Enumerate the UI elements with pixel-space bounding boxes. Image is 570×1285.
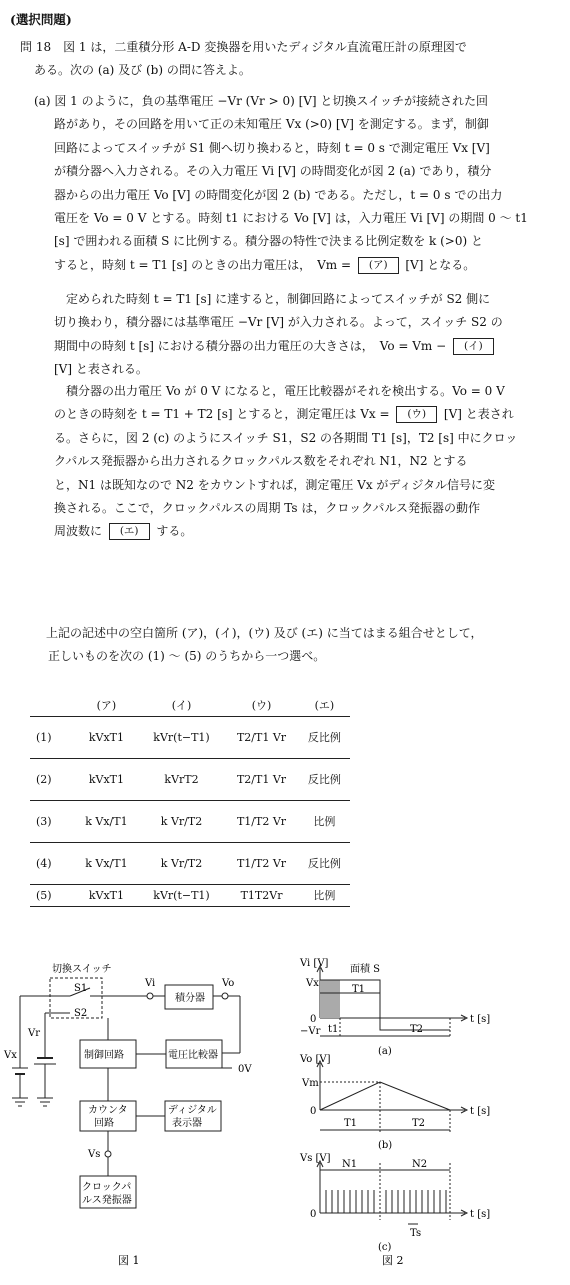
fig2c-caption: (c) — [378, 1242, 392, 1253]
fig2c-n2: N2 — [412, 1159, 428, 1170]
figure-1-circuit — [0, 958, 290, 1278]
vi-label: Vi — [145, 978, 156, 989]
cell-i: k Vr/T2 — [139, 842, 224, 884]
area-label: 面積 S — [350, 964, 381, 975]
cell-e: 比例 — [299, 884, 350, 906]
fig2a-T1: T1 — [352, 984, 366, 995]
text-line: 上記の記述中の空白箇所 (ア)，(イ)，(ウ) 及び (エ) に当てはまる組合せとして， — [34, 626, 483, 640]
cell-i: k Vr/T2 — [139, 800, 224, 842]
figure-2-waveforms — [290, 958, 565, 1278]
fig2b-caption: (b) — [378, 1140, 393, 1151]
clock-label-2: ルス発振器 — [82, 1195, 132, 1206]
text-line: [V] と表される。 — [54, 362, 148, 377]
fig2c-ts: Ts — [410, 1228, 422, 1239]
option-number: (2) — [30, 758, 74, 800]
fig2b-taxis: t [s] — [470, 1106, 491, 1117]
section-title: (選択問題) — [10, 12, 72, 27]
blank-i-box: (イ) — [453, 338, 494, 355]
question-heading — [20, 36, 555, 82]
clock-pulse-train — [326, 1190, 446, 1213]
fig2b-zero: 0 — [310, 1106, 317, 1117]
fig2c-taxis: t [s] — [470, 1209, 491, 1220]
blank-e-box: (エ) — [109, 523, 150, 540]
fig2b-vm: Vm — [302, 1078, 319, 1089]
fig2a-ylabel: Vi [V] — [300, 958, 329, 969]
fig2b-ylabel: Vo [V] — [300, 1054, 331, 1065]
fig2c-zero: 0 — [310, 1209, 317, 1220]
table-row[interactable] — [30, 842, 350, 884]
cell-i: kVrT2 — [139, 758, 224, 800]
option-number: (5) — [30, 884, 74, 906]
vo-label: Vo — [222, 978, 235, 989]
fig2a-zero: 0 — [310, 1014, 317, 1025]
cell-a: kVxT1 — [74, 758, 139, 800]
text-line: 期間中の時刻 t [s] における積分器の出力電圧の大きさは， Vo = Vm − — [54, 338, 450, 353]
comparator-label: 電圧比較器 — [168, 1050, 218, 1061]
text-line: (a) 図 1 のように，負の基準電圧 −Vr (Vr > 0) [V] と切換スイッチが接続された回 — [34, 94, 488, 108]
text-line: [s] で囲われる面積 S に比例する。積分器の特性で決まる比例定数を k (>0) と — [54, 234, 483, 249]
cell-e: 反比例 — [299, 758, 350, 800]
fig2a-t1: t1 — [328, 1024, 339, 1035]
vs-label: Vs — [88, 1149, 101, 1160]
text-line: が積分器へ入力される。その入力電圧 Vi [V] の時間変化が図 2 (a) であり，積分 — [54, 164, 492, 179]
paragraph-a — [34, 90, 554, 277]
fig2b-T2: T2 — [412, 1118, 426, 1129]
table-header-row — [30, 694, 350, 716]
cell-i: kVr(t−T1) — [139, 884, 224, 906]
counter-label-1: カウンタ — [88, 1105, 128, 1116]
text-line: クパルス発振器から出力されるクロックパルス数をそれぞれ N1，N2 とする — [54, 454, 468, 469]
table-header: (エ) — [299, 694, 350, 716]
s2-label: S2 — [74, 1008, 88, 1019]
fig2a-caption: (a) — [378, 1046, 392, 1057]
s1-label: S1 — [74, 983, 88, 994]
cell-i: kVr(t−T1) — [139, 716, 224, 758]
text-line: と，N1 は既知なので N2 をカウントすれば，測定電圧 Vx がディジタル信号に変 — [54, 477, 495, 492]
text-line: 正しいものを次の (1) ～ (5) のうちから一つ選べ。 — [48, 649, 326, 664]
option-number: (4) — [30, 842, 74, 884]
table-header: (ア) — [74, 694, 139, 716]
answer-table — [30, 694, 350, 907]
fig2a-neg-vr: −Vr — [300, 1026, 321, 1037]
cell-u: T1T2Vr — [224, 884, 299, 906]
option-number: (3) — [30, 800, 74, 842]
text-line: 電圧を Vo = 0 V とする。時刻 t1 における Vo [V] は，入力電圧 Vi [V] の期間 0 ～ t1 — [54, 211, 528, 226]
option-number: (1) — [30, 716, 74, 758]
question-heading-line: 問 18 図 1 は，二重積分形 A-D 変換器を用いたディジタル直流電圧計の原理図で — [20, 40, 467, 54]
text-line — [54, 335, 554, 358]
question-heading-line: ある。次の (a) 及び (b) の問に答えよ。 — [34, 63, 251, 77]
text-line: 器からの出力電圧 Vo [V] の時間変化が図 2 (b) である。ただし，t = 0 s での出力 — [54, 187, 503, 202]
instruction — [34, 622, 554, 669]
cell-u: T1/T2 Vr — [224, 800, 299, 842]
fig2a-vx: Vx — [306, 978, 319, 989]
counter-label-2: 回路 — [94, 1118, 114, 1129]
control-label: 制御回路 — [84, 1050, 124, 1061]
text-line: [V] と表され — [440, 407, 514, 422]
zero-v-label: 0V — [238, 1064, 252, 1075]
switch-label: 切換スイッチ — [52, 964, 112, 975]
text-line — [54, 520, 554, 543]
text-line: のときの時刻を t = T1 + T2 [s] とすると，測定電圧は Vx = — [54, 407, 394, 422]
text-line: [V] となる。 — [401, 257, 476, 272]
fig2a-taxis: t [s] — [470, 1014, 491, 1025]
text-line: 換される。ここで，クロックパルスの周期 Ts は，クロックパルス発振器の動作 — [54, 501, 481, 516]
cell-u: T2/T1 Vr — [224, 758, 299, 800]
table-header — [30, 694, 74, 716]
display-label-1: ディジタル — [168, 1105, 217, 1116]
table-row[interactable] — [30, 758, 350, 800]
paragraph-3 — [54, 380, 554, 544]
text-line: すると，時刻 t = T1 [s] のときの出力電圧は， Vm = — [54, 257, 355, 272]
figure-1-caption: 図 1 — [118, 1254, 140, 1267]
text-line: 回路によってスイッチが S1 側へ切り換わると，時刻 t = 0 s で測定電圧 Vx [V] — [54, 140, 490, 155]
text-line: する。 — [152, 524, 193, 539]
text-line: る。さらに，図 2 (c) のようにスイッチ S1，S2 の各期間 T1 [s]，T2 [s] 中にクロッ — [54, 430, 518, 445]
integrator-label: 積分器 — [175, 993, 205, 1004]
fig2c-ylabel: Vs [V] — [300, 1153, 331, 1164]
cell-u: T2/T1 Vr — [224, 716, 299, 758]
paragraph-2 — [54, 288, 554, 382]
fig2c-n1: N1 — [342, 1159, 358, 1170]
cell-a: kVxT1 — [74, 884, 139, 906]
cell-e: 反比例 — [299, 842, 350, 884]
text-line — [54, 403, 554, 426]
blank-a-box: (ア) — [358, 257, 399, 274]
cell-u: T1/T2 Vr — [224, 842, 299, 884]
cell-e: 反比例 — [299, 716, 350, 758]
cell-a: k Vx/T1 — [74, 800, 139, 842]
clock-label-1: クロックパ — [82, 1182, 132, 1193]
table-row[interactable] — [30, 884, 350, 906]
fig2a-T2: T2 — [410, 1024, 424, 1035]
table-row[interactable] — [30, 800, 350, 842]
text-line: 定められた時刻 t = T1 [s] に達すると，制御回路によってスイッチが S2 側に — [54, 292, 491, 306]
table-header: (ウ) — [224, 694, 299, 716]
display-label-2: 表示器 — [172, 1118, 202, 1129]
blank-u-box: (ウ) — [396, 406, 437, 423]
text-line: 積分器の出力電圧 Vo が 0 V になると，電圧比較器がそれを検出する。Vo = 0 V — [54, 384, 505, 398]
text-line: 切り換わり，積分器には基準電圧 −Vr [V] が入力される。よって，スイッチ S2 の — [54, 315, 503, 330]
table-row[interactable] — [30, 716, 350, 758]
vx-label: Vx — [4, 1050, 17, 1061]
text-line: 路があり，その回路を用いて正の未知電圧 Vx (>0) [V] を測定する。まず，制御 — [54, 117, 489, 132]
figure-2-caption: 図 2 — [382, 1254, 404, 1267]
fig2b-T1: T1 — [344, 1118, 358, 1129]
text-line — [34, 254, 554, 277]
cell-a: k Vx/T1 — [74, 842, 139, 884]
text-line: 周波数に — [54, 524, 106, 539]
table-header: (イ) — [139, 694, 224, 716]
vr-label: Vr — [28, 1028, 41, 1039]
cell-a: kVxT1 — [74, 716, 139, 758]
cell-e: 比例 — [299, 800, 350, 842]
